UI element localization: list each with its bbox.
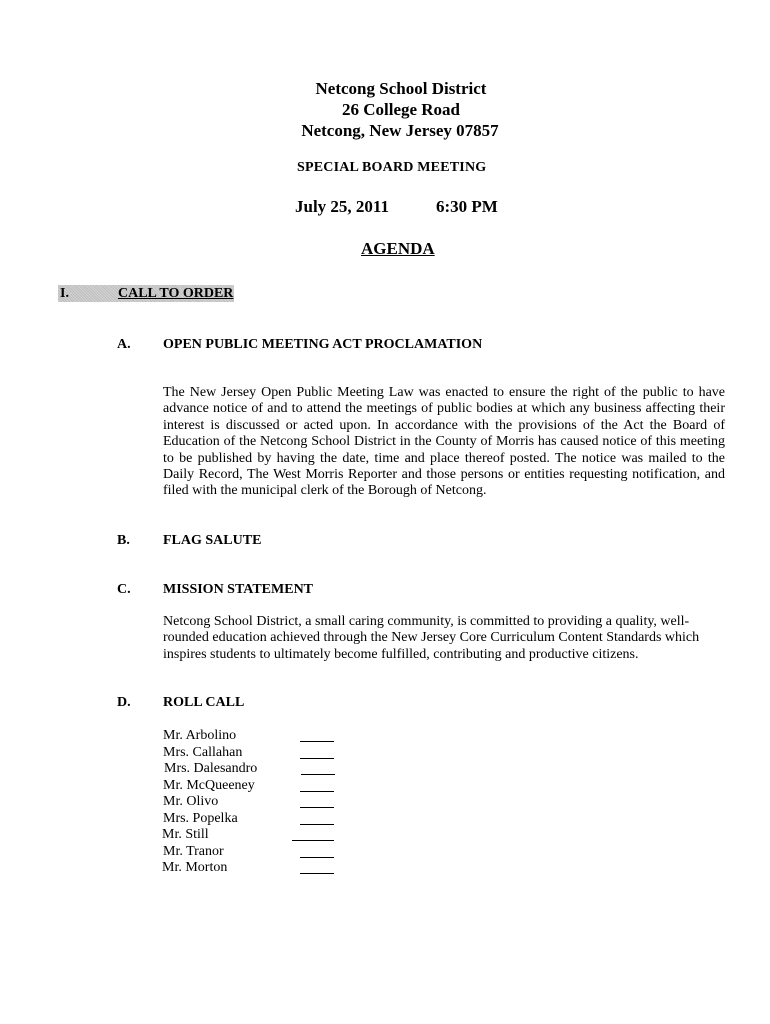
roll-call-row (163, 728, 343, 745)
roll-call-row (163, 778, 343, 795)
member-name: Mr. Olivo (163, 794, 219, 809)
member-name: Mr. Still (162, 827, 209, 842)
roll-call-row (163, 745, 343, 762)
item-d-title: ROLL CALL (163, 695, 245, 710)
member-name: Mr. McQueeney (163, 777, 255, 793)
agenda-title: AGENDA (361, 239, 435, 258)
attendance-blank (300, 807, 334, 808)
attendance-blank (300, 758, 334, 759)
district-city: Netcong, New Jersey 07857 (301, 121, 499, 140)
section-title: CALL TO ORDER (118, 286, 234, 301)
item-a-title: OPEN PUBLIC MEETING ACT PROCLAMATION (163, 337, 483, 352)
attendance-blank (300, 873, 334, 874)
attendance-blank (292, 840, 334, 841)
item-c-text: Netcong School District, a small caring community, is committed to providing a quality, well-rounded education achieved through the New Jersey Core Curriculum Content Standards which inspires students to ultimately become fulfilled, contributing and productive citizens. (163, 614, 700, 662)
member-name: Mr. Arbolino (163, 728, 237, 743)
item-b-letter: B. (117, 533, 130, 548)
district-name: Netcong School District (315, 79, 487, 98)
item-a-text: The New Jersey Open Public Meeting Law was enacted to ensure the right of the public to have advance notice of and to attend the meetings of public bodies at which any business affecting their interest is discussed or acted upon. In accordance with the provisions of the Act the Board of Education of the Netcong School District in the County of Morris has caused notice of this meeting to be published by having the date, time and place thereof posted. The notice was mailed to the Daily Record, The West Morris Reporter and those persons or entities requesting notification, and filed with the municipal clerk of the Borough of Netcong. (163, 385, 725, 499)
item-a-letter: A. (117, 337, 131, 352)
meeting-time: 6:30 PM (436, 197, 498, 216)
meeting-date: July 25, 2011 (295, 197, 389, 216)
roll-call-row (163, 761, 343, 778)
roll-call-row (163, 794, 343, 811)
attendance-blank (301, 774, 335, 775)
item-d-letter: D. (117, 695, 131, 710)
attendance-blank (300, 824, 334, 825)
item-b-title: FLAG SALUTE (163, 533, 262, 548)
member-name: Mrs. Popelka (163, 810, 238, 826)
district-address: 26 College Road (341, 100, 461, 119)
meeting-type: SPECIAL BOARD MEETING (297, 160, 487, 175)
item-c-title: MISSION STATEMENT (163, 582, 314, 597)
attendance-blank (300, 741, 334, 742)
member-name: Mr. Tranor (163, 843, 224, 859)
roll-call-row (163, 827, 343, 844)
member-name: Mrs. Dalesandro (164, 761, 258, 776)
item-c-letter: C. (117, 582, 131, 597)
roll-call-row (163, 860, 343, 877)
roll-call-row (163, 844, 343, 861)
section-number: I. (60, 286, 69, 301)
attendance-blank (300, 857, 334, 858)
roll-call-list (163, 728, 343, 877)
member-name: Mrs. Callahan (163, 744, 243, 760)
attendance-blank (300, 791, 334, 792)
roll-call-row (163, 811, 343, 828)
member-name: Mr. Morton (162, 860, 228, 875)
